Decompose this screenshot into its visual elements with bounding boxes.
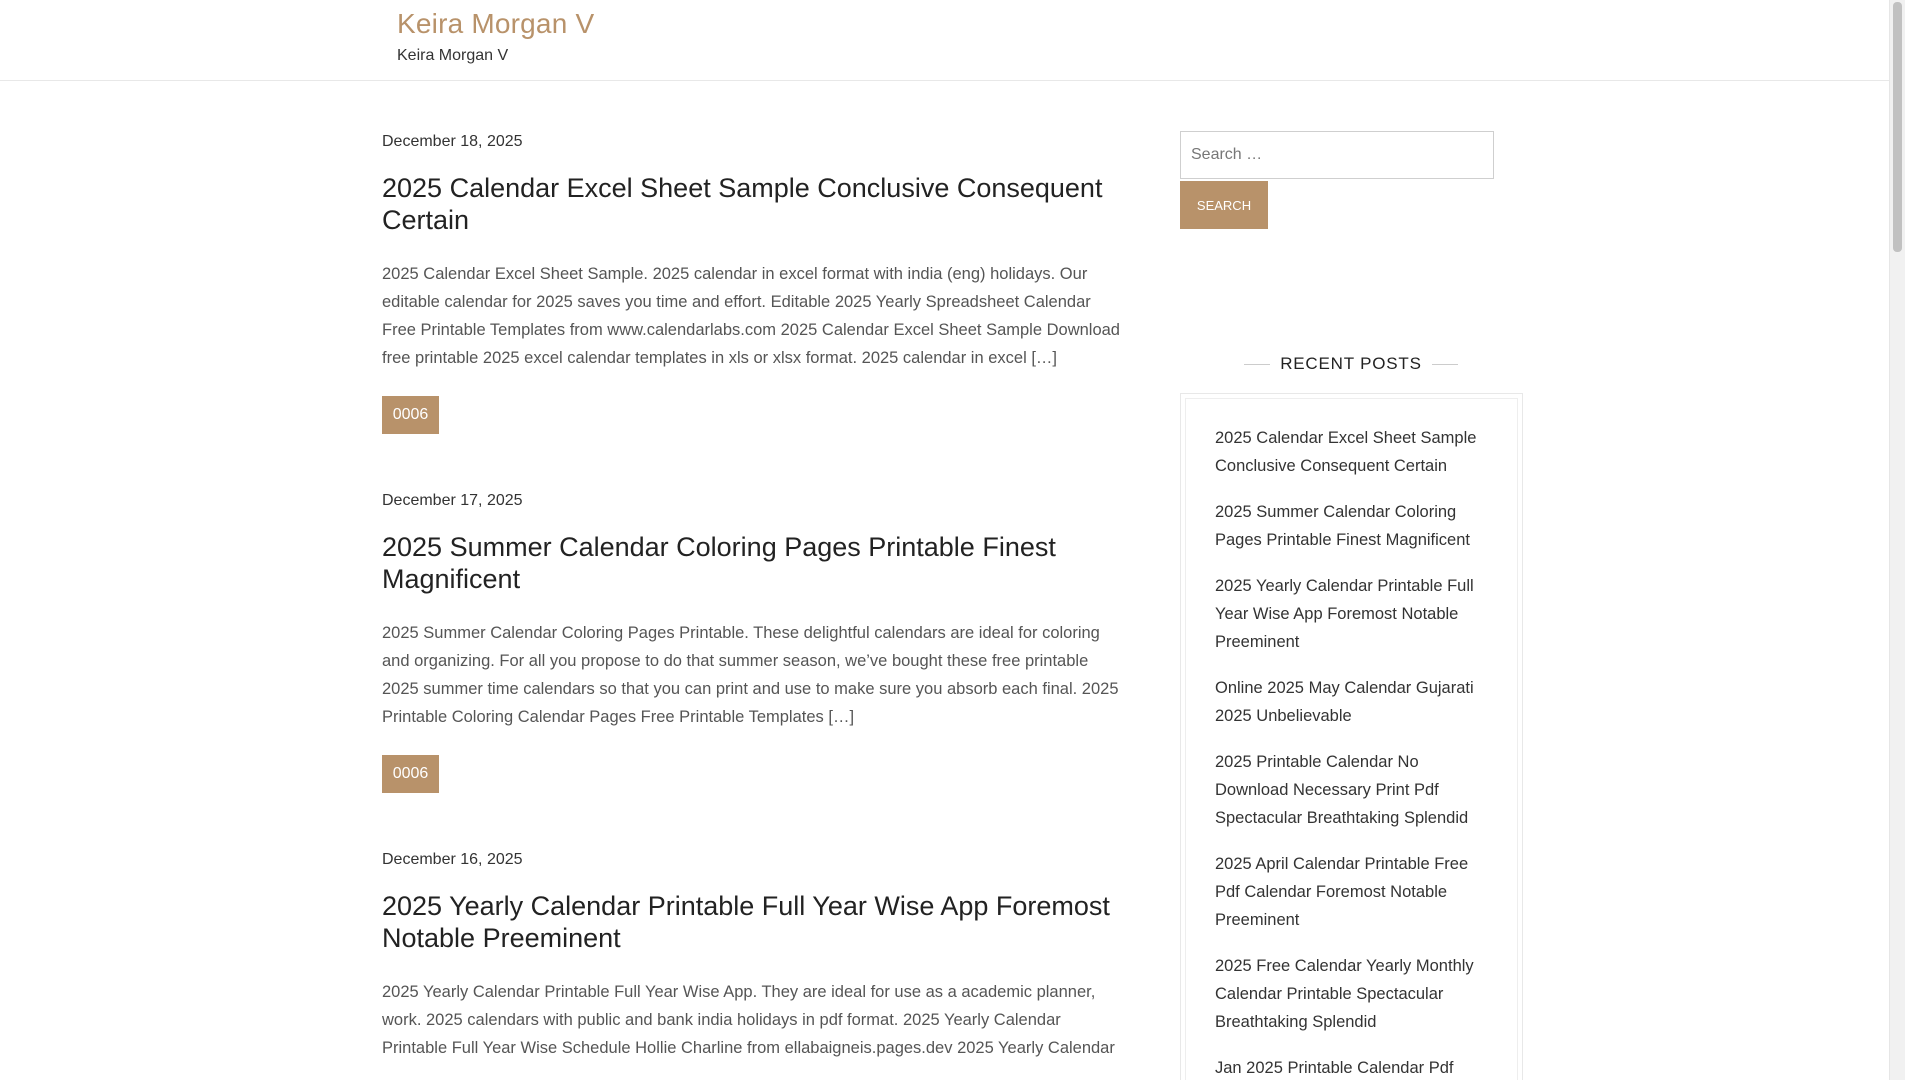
recent-post-link[interactable]: 2025 Printable Calendar No Download Necessary Print Pdf Spectacular Breathtaking Splendid	[1215, 753, 1469, 827]
post-title-link[interactable]: 2025 Summer Calendar Coloring Pages Printable Finest Magnificent	[382, 532, 1056, 594]
recent-posts-heading-text: RECENT POSTS	[1280, 354, 1422, 373]
recent-post-link[interactable]: 2025 Summer Calendar Coloring Pages Printable Finest Magnificent	[1215, 503, 1470, 549]
post-item	[382, 489, 1122, 793]
vertical-scrollbar[interactable]	[1889, 0, 1905, 1080]
site-title-link[interactable]: Keira Morgan V	[397, 8, 595, 39]
post-list	[382, 130, 1122, 1062]
recent-post-link[interactable]: 2025 April Calendar Printable Free Pdf Calendar Foremost Notable Preeminent	[1215, 855, 1469, 929]
recent-posts-list	[1186, 399, 1517, 1080]
search-button[interactable]: SEARCH	[1180, 181, 1268, 229]
post-date[interactable]: December 18, 2025	[382, 133, 523, 150]
site-description: Keira Morgan V	[397, 47, 509, 64]
post-item	[382, 848, 1122, 1062]
recent-post-link[interactable]: Jan 2025 Printable Calendar Pdf	[1215, 1059, 1454, 1077]
recent-post-link[interactable]: 2025 Free Calendar Yearly Monthly Calendar Printable Spectacular Breathtaking Splendid	[1215, 957, 1474, 1031]
recent-post-link[interactable]: 2025 Calendar Excel Sheet Sample Conclusive Consequent Certain	[1215, 429, 1477, 475]
recent-post-link[interactable]: Online 2025 May Calendar Gujarati 2025 Unbelievable	[1215, 679, 1474, 725]
post-tag-button[interactable]: 0006	[382, 396, 439, 434]
post-date[interactable]: December 17, 2025	[382, 492, 523, 509]
search-input[interactable]	[1180, 131, 1494, 179]
post-excerpt: 2025 Calendar Excel Sheet Sample. 2025 calendar in excel format with india (eng) holidays. Our editable calendar for 2025 saves you time and effort. Editable 2025 Yearly Spreadsheet Calendar Free Printable Templates from www.calendarlabs.com 2025 Calendar Excel Sheet Sample Download free printable 2025 excel calendar templates in xls or xlsx format. 2025 calendar in excel […]	[382, 265, 1120, 367]
post-item	[382, 130, 1122, 434]
heading-divider-left	[1244, 364, 1270, 365]
post-excerpt: 2025 Summer Calendar Coloring Pages Printable. These delightful calendars are ideal for coloring and organizing. For all you propose to do that summer season, we’ve bought these free printable 2025 summer time calendars so that you can print and use to make sure you absorb each final. 2025 Printable Coloring Calendar Pages Free Printable Templates […]	[382, 624, 1119, 726]
heading-divider-right	[1432, 364, 1458, 365]
scrollbar-thumb[interactable]	[1893, 2, 1902, 252]
post-date[interactable]: December 16, 2025	[382, 851, 523, 868]
recent-posts-heading	[1180, 354, 1522, 380]
recent-posts-widget	[1180, 393, 1523, 1080]
recent-post-link[interactable]: 2025 Yearly Calendar Printable Full Year Wise App Foremost Notable Preeminent	[1215, 577, 1474, 651]
post-title-link[interactable]: 2025 Calendar Excel Sheet Sample Conclusive Consequent Certain	[382, 173, 1103, 235]
recent-posts-inner	[1185, 398, 1518, 1080]
site-header	[0, 0, 1905, 81]
post-title-link[interactable]: 2025 Yearly Calendar Printable Full Year Wise App Foremost Notable Preeminent	[382, 891, 1110, 953]
post-excerpt: 2025 Yearly Calendar Printable Full Year Wise App. They are ideal for use as a academic planner, work. 2025 calendars with public and bank india holidays in pdf format. 2025 Yearly Calendar Printable Full Year Wise Schedule Hollie Charline from ellabaigneis.pages.dev 2025 Yearly Calendar	[382, 983, 1115, 1057]
post-tag-button[interactable]: 0006	[382, 755, 439, 793]
